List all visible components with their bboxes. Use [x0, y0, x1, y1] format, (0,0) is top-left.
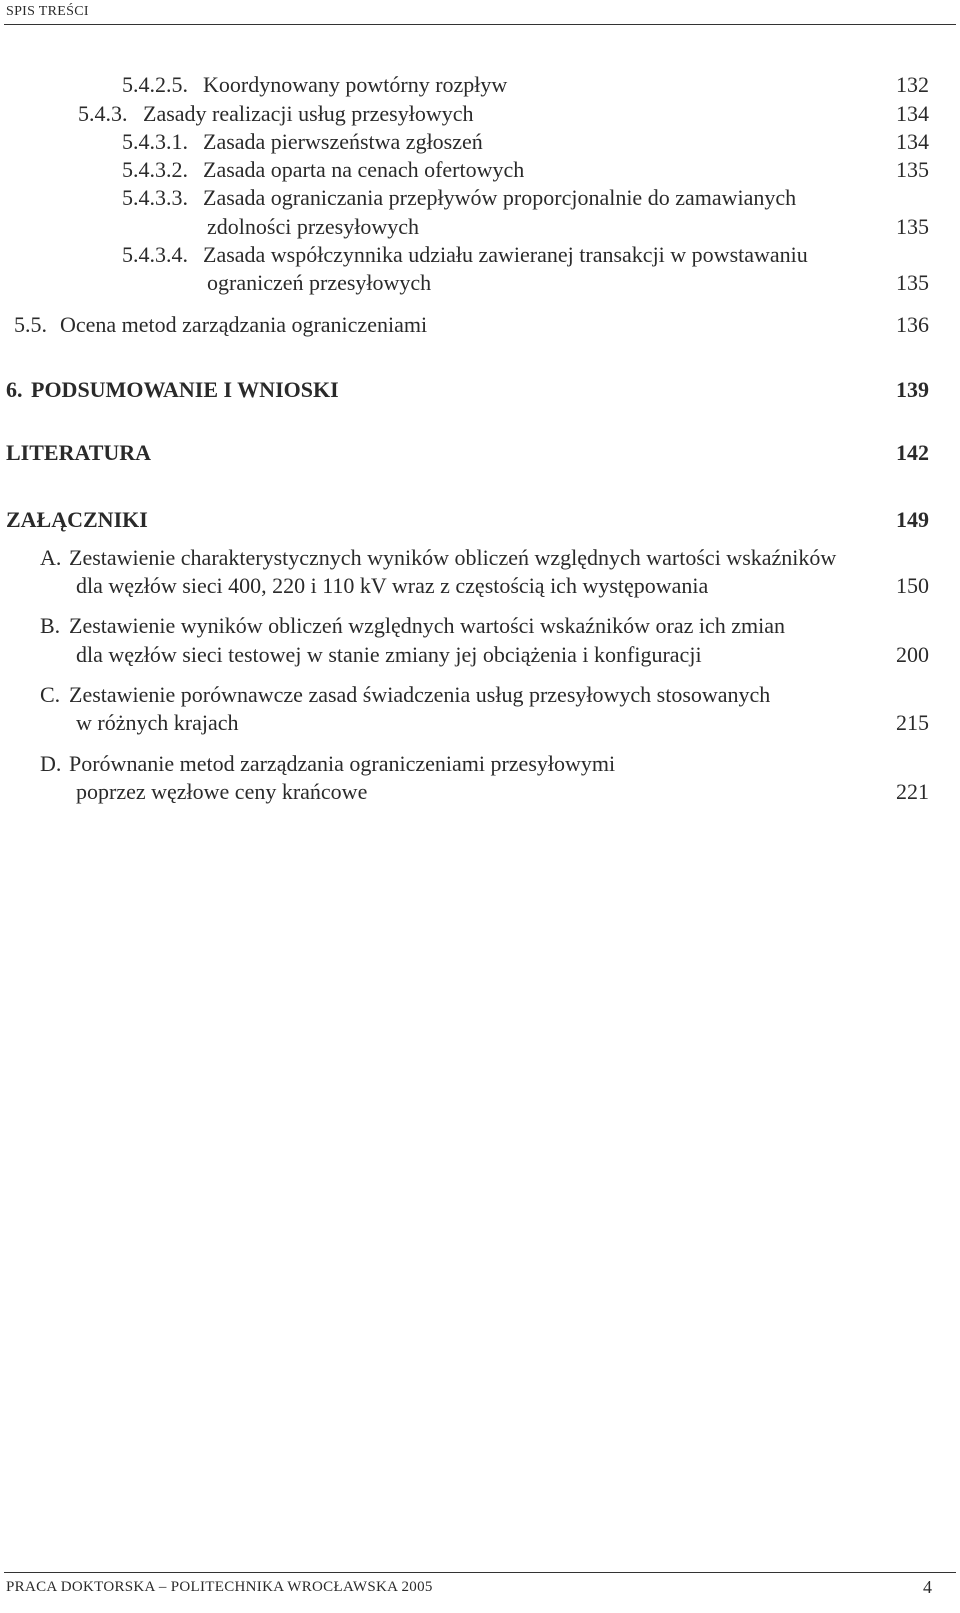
toc-entry-title: Zasady realizacji usług przesyłowych — [143, 101, 474, 126]
toc-entry-page: 139 — [896, 377, 929, 402]
toc-entry-title-continued: poprzez węzłowe ceny krańcowe — [76, 779, 368, 804]
toc-entry-title: Ocena metod zarządzania ograniczeniami — [60, 312, 428, 337]
toc-entry-page: 135 — [896, 270, 929, 295]
toc-entry-title: Porównanie metod zarządzania ograniczeniami przesyłowymi — [69, 751, 616, 776]
toc-entry-title-continued: zdolności przesyłowych — [207, 214, 419, 239]
toc-entry-page: 142 — [896, 440, 929, 465]
toc-entry-page: 134 — [896, 101, 929, 126]
toc-entry-number: C. — [40, 682, 61, 707]
toc-entry-title-continued: ograniczeń przesyłowych — [207, 270, 432, 295]
toc-entry-title: Koordynowany powtórny rozpływ — [203, 72, 508, 97]
toc-entry-title-continued: w różnych krajach — [76, 710, 239, 735]
toc-entry-title: ZAŁĄCZNIKI — [6, 507, 148, 532]
footer-rule — [4, 1572, 956, 1573]
toc-entry-number: 5.4.3. — [78, 101, 128, 126]
toc-entry-number: 5.4.3.1. — [122, 129, 188, 154]
toc-entry-number: 5.4.3.3. — [122, 185, 188, 210]
toc-entry-page: 150 — [896, 573, 929, 598]
toc-entry-number: 5.4.2.5. — [122, 72, 188, 97]
toc-entry-title: Zestawienie porównawcze zasad świadczenia usług przesyłowych stosowanych — [69, 682, 771, 707]
toc-entry-number: 5.4.3.4. — [122, 242, 188, 267]
toc-entry-page: 215 — [896, 710, 929, 735]
running-footer: PRACA DOKTORSKA – POLITECHNIKA WROCŁAWSKA 2005 — [6, 1579, 433, 1595]
running-header: SPIS TREŚCI — [6, 4, 89, 19]
toc-entry-page: 149 — [896, 507, 929, 532]
toc-entry-page: 135 — [896, 214, 929, 239]
header-rule — [4, 24, 956, 25]
toc-entry-title: Zasada pierwszeństwa zgłoszeń — [203, 129, 483, 154]
toc-entry-number: 5.5. — [14, 312, 47, 337]
toc-entry-title: Zasada oparta na cenach ofertowych — [203, 157, 525, 182]
toc-entry-page: 135 — [896, 157, 929, 182]
toc-entry-number: A. — [40, 545, 62, 570]
toc-entry-number: B. — [40, 613, 61, 638]
toc-entry-number: 6. — [6, 377, 23, 402]
toc-entry-number: 5.4.3.2. — [122, 157, 188, 182]
toc-entry-title: LITERATURA — [6, 440, 152, 465]
toc-entry-number: D. — [40, 751, 62, 776]
toc-entry-page: 132 — [896, 72, 929, 97]
page-number: 4 — [923, 1577, 932, 1597]
toc-entry-title-continued: dla węzłów sieci 400, 220 i 110 kV wraz z częstością ich występowania — [76, 573, 709, 598]
toc-entry-title: Zasada ograniczania przepływów proporcjonalnie do zamawianych — [203, 185, 797, 210]
toc-entry-title: PODSUMOWANIE I WNIOSKI — [31, 377, 339, 402]
toc-entry-page: 134 — [896, 129, 929, 154]
toc-entry-title-continued: dla węzłów sieci testowej w stanie zmiany jej obciążenia i konfiguracji — [76, 642, 702, 667]
toc-entry-title: Zestawienie wyników obliczeń względnych wartości wskaźników oraz ich zmian — [69, 613, 785, 638]
toc-entry-page: 136 — [896, 312, 929, 337]
toc-entry-page: 200 — [896, 642, 929, 667]
toc-entry-title: Zasada współczynnika udziału zawieranej transakcji w powstawaniu — [203, 242, 808, 267]
toc-entry-title: Zestawienie charakterystycznych wyników obliczeń względnych wartości wskaźników — [69, 545, 837, 570]
toc-entry-page: 221 — [896, 779, 929, 804]
